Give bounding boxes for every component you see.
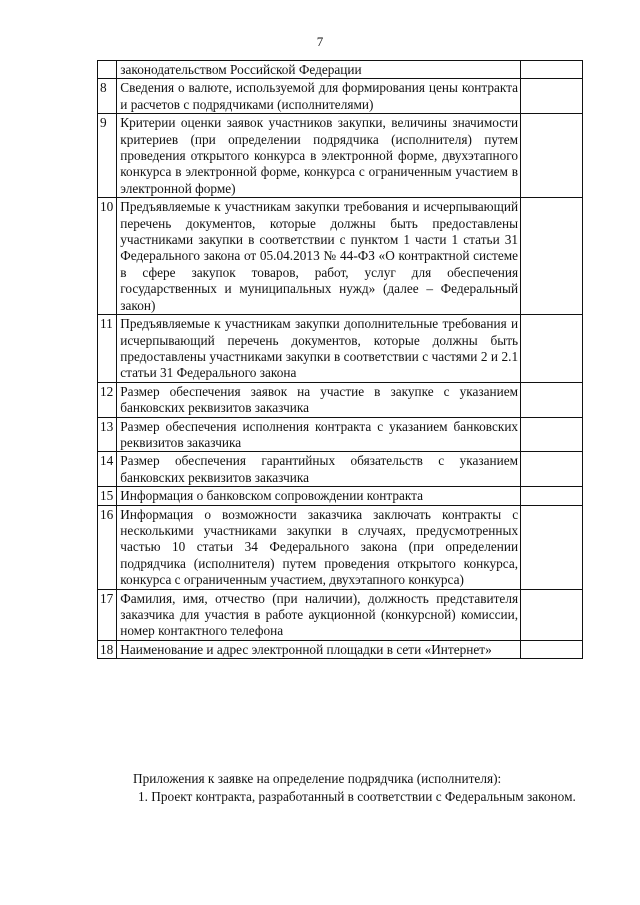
- table-row: [98, 198, 583, 315]
- row-value-cell: [521, 114, 583, 198]
- attachment-item: 1. Проект контракта, разработанный в соответствии с Федеральным законом.: [138, 789, 576, 804]
- row-number: 14: [98, 452, 117, 487]
- row-value-cell: [521, 452, 583, 487]
- row-number: 11: [98, 315, 117, 383]
- row-text: Сведения о валюте, используемой для формирования цены контракта и расчетов с подрядчиками (исполнителями): [117, 79, 521, 114]
- row-text: Информация о возможности заказчика заключать контракты с несколькими участниками закупки в случаях, предусмотренных частью 10 статьи 34 Федерального закона (при определении подрядчика (исполнителя) путем проведения открытого конкурса, конкурса с ограниченным участием, двухэтапного конкурса): [117, 505, 521, 589]
- row-number: 10: [98, 198, 117, 315]
- requirements-table: [97, 60, 583, 659]
- table-row: [98, 61, 583, 79]
- row-value-cell: [521, 315, 583, 383]
- row-text: Размер обеспечения заявок на участие в закупке с указанием банковских реквизитов заказчика: [117, 382, 521, 417]
- row-value-cell: [521, 487, 583, 505]
- table-row: [98, 417, 583, 452]
- table-row: [98, 79, 583, 114]
- row-number: 16: [98, 505, 117, 589]
- row-number: 12: [98, 382, 117, 417]
- table-row: [98, 487, 583, 505]
- row-text: законодательством Российской Федерации: [117, 61, 521, 79]
- row-text: Предъявляемые к участникам закупки требования и исчерпывающий перечень документов, которые должны быть предоставлены участниками закупки в соответствии с пунктом 1 части 1 статьи 31 Федерального закона от 05.04.2013 № 44-ФЗ «О контрактной системе в сфере закупок товаров, работ, услуг для обеспечения государственных и муниципальных нужд» (далее – Федеральный закон): [117, 198, 521, 315]
- row-text: Размер обеспечения гарантийных обязательств с указанием банковских реквизитов заказчика: [117, 452, 521, 487]
- row-number: 8: [98, 79, 117, 114]
- attachments-title: Приложения к заявке на определение подрядчика (исполнителя):: [133, 771, 502, 786]
- table-row: [98, 452, 583, 487]
- row-value-cell: [521, 505, 583, 589]
- row-number: 17: [98, 589, 117, 640]
- row-text: Критерии оценки заявок участников закупки, величины значимости критериев (при определении подрядчика (исполнителя) путем проведения открытого конкурса в электронной форме, двухэтапного конкурса в электронной форме, конкурса с ограниченным участием в электронной форме): [117, 114, 521, 198]
- row-value-cell: [521, 640, 583, 658]
- row-number: 9: [98, 114, 117, 198]
- row-number: [98, 61, 117, 79]
- row-number: 18: [98, 640, 117, 658]
- table-row: [98, 505, 583, 589]
- table-row: [98, 589, 583, 640]
- row-number: 15: [98, 487, 117, 505]
- row-value-cell: [521, 417, 583, 452]
- row-value-cell: [521, 61, 583, 79]
- row-text: Предъявляемые к участникам закупки дополнительные требования и исчерпывающий перечень документов, которые должны быть предоставлены участниками закупки в соответствии с частями 2 и 2.1 статьи 31 Федерального закона: [117, 315, 521, 383]
- row-value-cell: [521, 198, 583, 315]
- row-text: Наименование и адрес электронной площадки в сети «Интернет»: [117, 640, 521, 658]
- row-value-cell: [521, 382, 583, 417]
- row-value-cell: [521, 589, 583, 640]
- page-number: 7: [316, 34, 324, 49]
- row-value-cell: [521, 79, 583, 114]
- table-row: [98, 315, 583, 383]
- row-text: Информация о банковском сопровождении контракта: [117, 487, 521, 505]
- row-text: Фамилия, имя, отчество (при наличии), должность представителя заказчика для участия в работе аукционной (конкурсной) комиссии, номер контактного телефона: [117, 589, 521, 640]
- row-number: 13: [98, 417, 117, 452]
- table-row: [98, 640, 583, 658]
- table-row: [98, 114, 583, 198]
- table-row: [98, 382, 583, 417]
- row-text: Размер обеспечения исполнения контракта с указанием банковских реквизитов заказчика: [117, 417, 521, 452]
